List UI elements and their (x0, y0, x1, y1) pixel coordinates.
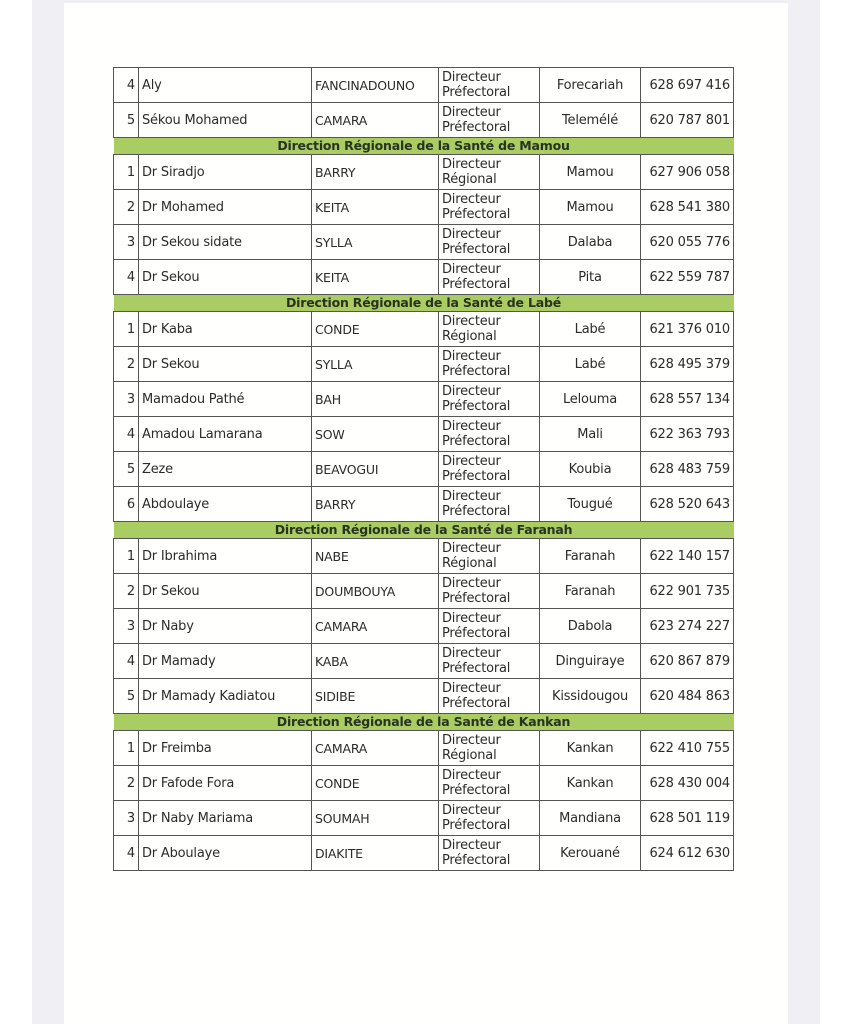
phone-cell: 628 520 643 (641, 487, 734, 522)
location-cell: Pita (540, 260, 641, 295)
first-name-cell: Abdoulaye (139, 487, 312, 522)
location-cell: Tougué (540, 487, 641, 522)
job-title-line-1: Directeur (442, 192, 501, 207)
table-row (114, 260, 734, 295)
table-row (114, 382, 734, 417)
table-row (114, 312, 734, 347)
table-row (114, 417, 734, 452)
surname-cell: CONDE (312, 766, 439, 801)
surname-cell: CAMARA (312, 731, 439, 766)
row-number: 5 (114, 679, 139, 714)
surname-cell: BARRY (312, 487, 439, 522)
surname-cell: SYLLA (312, 225, 439, 260)
job-title-cell (439, 487, 540, 522)
table-row (114, 574, 734, 609)
table-row (114, 539, 734, 574)
table-row (114, 731, 734, 766)
region-header-row (114, 714, 734, 731)
surname-cell: KEITA (312, 260, 439, 295)
job-title-line-1: Directeur (442, 489, 501, 504)
phone-cell: 621 376 010 (641, 312, 734, 347)
phone-cell: 628 501 119 (641, 801, 734, 836)
location-cell: Telemélé (540, 103, 641, 138)
phone-cell: 620 867 879 (641, 644, 734, 679)
row-number: 6 (114, 487, 139, 522)
first-name-cell: Dr Aboulaye (139, 836, 312, 871)
location-cell: Kissidougou (540, 679, 641, 714)
location-cell: Lelouma (540, 382, 641, 417)
row-number: 4 (114, 417, 139, 452)
row-number: 3 (114, 801, 139, 836)
phone-cell: 627 906 058 (641, 155, 734, 190)
first-name-cell: Aly (139, 68, 312, 103)
surname-cell: SIDIBE (312, 679, 439, 714)
row-number: 3 (114, 609, 139, 644)
row-number: 2 (114, 766, 139, 801)
job-title-cell (439, 836, 540, 871)
row-number: 4 (114, 644, 139, 679)
region-title: Direction Régionale de la Santé de Kankan (114, 714, 734, 731)
job-title-line-1: Directeur (442, 262, 501, 277)
job-title-line-2: Préfectoral (442, 696, 511, 711)
job-title-line-1: Directeur (442, 838, 501, 853)
row-number: 3 (114, 382, 139, 417)
phone-cell: 622 363 793 (641, 417, 734, 452)
phone-cell: 620 484 863 (641, 679, 734, 714)
row-number: 1 (114, 155, 139, 190)
phone-cell: 622 901 735 (641, 574, 734, 609)
table-row (114, 836, 734, 871)
job-title-line-1: Directeur (442, 227, 501, 242)
viewer-right-margin (788, 0, 820, 1024)
table-row (114, 801, 734, 836)
health-directors-table (113, 67, 734, 871)
phone-cell: 628 541 380 (641, 190, 734, 225)
first-name-cell: Dr Ibrahima (139, 539, 312, 574)
job-title-cell (439, 417, 540, 452)
job-title-line-1: Directeur (442, 768, 501, 783)
job-title-line-1: Directeur (442, 733, 501, 748)
first-name-cell: Dr Sekou (139, 260, 312, 295)
job-title-cell (439, 679, 540, 714)
job-title-cell (439, 766, 540, 801)
phone-cell: 628 557 134 (641, 382, 734, 417)
location-cell: Faranah (540, 574, 641, 609)
job-title-cell (439, 452, 540, 487)
surname-cell: KABA (312, 644, 439, 679)
job-title-line-1: Directeur (442, 314, 501, 329)
region-header-row (114, 295, 734, 312)
job-title-line-2: Préfectoral (442, 504, 511, 519)
job-title-cell (439, 347, 540, 382)
job-title-line-2: Régional (442, 329, 497, 344)
region-title: Direction Régionale de la Santé de Mamou (114, 138, 734, 155)
first-name-cell: Zeze (139, 452, 312, 487)
phone-cell: 620 787 801 (641, 103, 734, 138)
job-title-line-2: Régional (442, 748, 497, 763)
table-row (114, 766, 734, 801)
row-number: 1 (114, 312, 139, 347)
surname-cell: FANCINADOUNO (312, 68, 439, 103)
job-title-line-2: Préfectoral (442, 207, 511, 222)
location-cell: Mali (540, 417, 641, 452)
job-title-cell (439, 801, 540, 836)
surname-cell: KEITA (312, 190, 439, 225)
location-cell: Dabola (540, 609, 641, 644)
job-title-line-1: Directeur (442, 454, 501, 469)
table-row (114, 68, 734, 103)
phone-cell: 622 410 755 (641, 731, 734, 766)
location-cell: Koubia (540, 452, 641, 487)
job-title-cell (439, 225, 540, 260)
table-row (114, 644, 734, 679)
location-cell: Faranah (540, 539, 641, 574)
location-cell: Kankan (540, 731, 641, 766)
first-name-cell: Mamadou Pathé (139, 382, 312, 417)
surname-cell: CAMARA (312, 609, 439, 644)
table-row (114, 225, 734, 260)
job-title-cell (439, 609, 540, 644)
job-title-line-1: Directeur (442, 541, 501, 556)
location-cell: Mamou (540, 155, 641, 190)
job-title-line-2: Préfectoral (442, 469, 511, 484)
phone-cell: 622 140 157 (641, 539, 734, 574)
job-title-line-1: Directeur (442, 70, 501, 85)
first-name-cell: Dr Siradjo (139, 155, 312, 190)
surname-cell: NABE (312, 539, 439, 574)
first-name-cell: Dr Mamady (139, 644, 312, 679)
first-name-cell: Dr Sekou sidate (139, 225, 312, 260)
job-title-cell (439, 574, 540, 609)
job-title-line-2: Préfectoral (442, 783, 511, 798)
job-title-line-2: Préfectoral (442, 364, 511, 379)
region-header-row (114, 138, 734, 155)
row-number: 3 (114, 225, 139, 260)
table-row (114, 452, 734, 487)
job-title-cell (439, 731, 540, 766)
job-title-cell (439, 382, 540, 417)
job-title-line-2: Préfectoral (442, 399, 511, 414)
row-number: 4 (114, 836, 139, 871)
location-cell: Dalaba (540, 225, 641, 260)
job-title-line-2: Préfectoral (442, 85, 511, 100)
first-name-cell: Dr Mohamed (139, 190, 312, 225)
phone-cell: 623 274 227 (641, 609, 734, 644)
job-title-cell (439, 539, 540, 574)
surname-cell: DOUMBOUYA (312, 574, 439, 609)
location-cell: Labé (540, 312, 641, 347)
location-cell: Dinguiraye (540, 644, 641, 679)
table-row (114, 487, 734, 522)
job-title-line-1: Directeur (442, 646, 501, 661)
row-number: 1 (114, 731, 139, 766)
row-number: 2 (114, 574, 139, 609)
first-name-cell: Amadou Lamarana (139, 417, 312, 452)
job-title-line-2: Préfectoral (442, 434, 511, 449)
job-title-cell (439, 68, 540, 103)
first-name-cell: Dr Mamady Kadiatou (139, 679, 312, 714)
surname-cell: BARRY (312, 155, 439, 190)
job-title-line-2: Préfectoral (442, 591, 511, 606)
viewer-left-margin (32, 0, 64, 1024)
first-name-cell: Dr Naby Mariama (139, 801, 312, 836)
surname-cell: BAH (312, 382, 439, 417)
row-number: 5 (114, 103, 139, 138)
surname-cell: BEAVOGUI (312, 452, 439, 487)
location-cell: Mamou (540, 190, 641, 225)
location-cell: Kankan (540, 766, 641, 801)
location-cell: Mandiana (540, 801, 641, 836)
region-title: Direction Régionale de la Santé de Labé (114, 295, 734, 312)
table-row (114, 103, 734, 138)
job-title-line-2: Préfectoral (442, 277, 511, 292)
job-title-line-2: Préfectoral (442, 818, 511, 833)
region-title: Direction Régionale de la Santé de Faranah (114, 522, 734, 539)
job-title-line-1: Directeur (442, 384, 501, 399)
job-title-line-2: Préfectoral (442, 853, 511, 868)
phone-cell: 628 697 416 (641, 68, 734, 103)
job-title-cell (439, 644, 540, 679)
job-title-line-2: Préfectoral (442, 242, 511, 257)
job-title-cell (439, 312, 540, 347)
location-cell: Forecariah (540, 68, 641, 103)
first-name-cell: Sékou Mohamed (139, 103, 312, 138)
row-number: 4 (114, 68, 139, 103)
job-title-line-2: Préfectoral (442, 661, 511, 676)
table-row (114, 347, 734, 382)
phone-cell: 628 430 004 (641, 766, 734, 801)
table-row (114, 155, 734, 190)
surname-cell: CAMARA (312, 103, 439, 138)
job-title-line-1: Directeur (442, 157, 501, 172)
job-title-line-2: Préfectoral (442, 626, 511, 641)
job-title-line-2: Régional (442, 556, 497, 571)
job-title-line-1: Directeur (442, 419, 501, 434)
job-title-cell (439, 103, 540, 138)
table-row (114, 609, 734, 644)
job-title-line-1: Directeur (442, 681, 501, 696)
location-cell: Labé (540, 347, 641, 382)
row-number: 2 (114, 190, 139, 225)
job-title-line-2: Préfectoral (442, 120, 511, 135)
phone-cell: 628 483 759 (641, 452, 734, 487)
phone-cell: 628 495 379 (641, 347, 734, 382)
region-header-row (114, 522, 734, 539)
first-name-cell: Dr Kaba (139, 312, 312, 347)
job-title-line-1: Directeur (442, 576, 501, 591)
job-title-cell (439, 260, 540, 295)
phone-cell: 624 612 630 (641, 836, 734, 871)
surname-cell: SOW (312, 417, 439, 452)
first-name-cell: Dr Sekou (139, 347, 312, 382)
location-cell: Kerouané (540, 836, 641, 871)
surname-cell: DIAKITE (312, 836, 439, 871)
first-name-cell: Dr Naby (139, 609, 312, 644)
job-title-line-1: Directeur (442, 803, 501, 818)
phone-cell: 620 055 776 (641, 225, 734, 260)
first-name-cell: Dr Sekou (139, 574, 312, 609)
job-title-cell (439, 190, 540, 225)
first-name-cell: Dr Fafode Fora (139, 766, 312, 801)
surname-cell: SYLLA (312, 347, 439, 382)
row-number: 5 (114, 452, 139, 487)
phone-cell: 622 559 787 (641, 260, 734, 295)
table-row (114, 679, 734, 714)
row-number: 4 (114, 260, 139, 295)
surname-cell: CONDE (312, 312, 439, 347)
job-title-line-1: Directeur (442, 611, 501, 626)
first-name-cell: Dr Freimba (139, 731, 312, 766)
job-title-line-1: Directeur (442, 349, 501, 364)
row-number: 2 (114, 347, 139, 382)
row-number: 1 (114, 539, 139, 574)
surname-cell: SOUMAH (312, 801, 439, 836)
job-title-line-1: Directeur (442, 105, 501, 120)
table-row (114, 190, 734, 225)
table-body (114, 68, 734, 871)
job-title-cell (439, 155, 540, 190)
job-title-line-2: Régional (442, 172, 497, 187)
